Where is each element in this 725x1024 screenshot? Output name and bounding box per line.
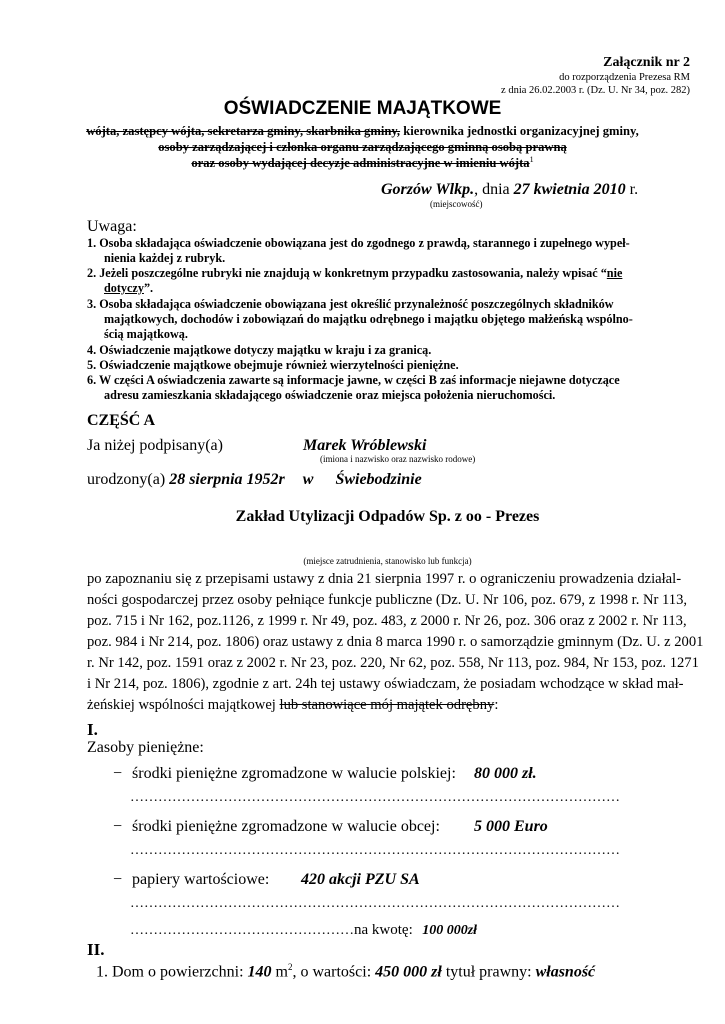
uwaga-item-2-nie: nie — [606, 266, 623, 280]
statement-line-4: poz. 984 i Nr 214, poz. 1806) oraz ustawy z dnia 8 marca 1990 r. o samorządzie gminnym (Dz. U. z 2001 — [87, 634, 704, 650]
amount-line — [130, 922, 477, 939]
dash-icon: − — [113, 765, 123, 782]
dash-icon: − — [113, 818, 123, 835]
house-unit: m — [271, 963, 288, 981]
section-a-heading: CZĘŚĆ A — [87, 412, 156, 429]
uwaga-item-2-dotyczy: dotyczy — [104, 281, 144, 295]
statement-line-6: i Nr 214, poz. 1806), zgodnie z art. 24h tej ustawy oświadczam, że posiadam wchodzące w skład mał- — [87, 676, 684, 692]
house-right: własność — [535, 963, 596, 981]
page-title: OŚWIADCZENIE MAJĄTKOWE — [223, 98, 502, 119]
employer-caption: (miejsce zatrudnienia, stanowisko lub funkcja) — [303, 556, 472, 566]
born-w: w — [302, 471, 314, 488]
uwaga-item-1-line-1: 1. Osoba składająca oświadczenie obowiązana jest do zgodnego z prawdą, starannego i zupełnego wypeł- — [87, 236, 630, 250]
securities-value: 420 akcji PZU SA — [301, 871, 420, 888]
section-1-roman: I. — [87, 720, 98, 739]
declarant-name: Marek Wróblewski — [303, 437, 427, 454]
subtitle-line-2: osoby zarządzającej i członka organu zarządzającego gminną osobą prawną — [158, 140, 567, 154]
uwaga-item-3-line-2: majątkowych, dochodów i zobowiązań do majątku odrębnego i majątku objętego małżeńską wspólno- — [104, 312, 633, 326]
date: 27 kwietnia 2010 — [513, 181, 626, 198]
pln-line — [113, 765, 456, 783]
statement-line-5: r. Nr 142, poz. 1591 oraz z 2002 r. Nr 23, poz. 220, Nr 62, poz. 558, Nr 113, poz. 984, Nr 153, poz. 1271 — [87, 655, 699, 671]
statement-last-pre: żeńskiej wspólności majątkowej — [87, 697, 280, 713]
uwaga-item-6-line-2: adresu zamieszkania składającego oświadczenie oraz miejsca położenia nieruchomości. — [104, 388, 556, 402]
house-title: tytuł prawny: — [441, 963, 536, 981]
dotline-1: …………………………………………………………………………………………… — [130, 790, 620, 805]
section-2-roman: II. — [87, 940, 105, 959]
securities-label: papiery wartościowe: — [132, 871, 270, 888]
house-value: 450 000 zł — [375, 963, 442, 981]
statement-line-7 — [87, 697, 498, 714]
statement-line-2: ności gospodarczej przez osoby pełniące funkcje publiczne (Dz. U. Nr 106, poz. 679, z 1998 r. Nr 113, — [87, 592, 688, 608]
born-line — [87, 471, 422, 489]
dotline-2: …………………………………………………………………………………………… — [130, 843, 620, 858]
employer: Zakład Utylizacji Odpadów Sp. z oo - Prezes — [235, 508, 540, 525]
annex-date: z dnia 26.02.2003 r. (Dz. U. Nr 34, poz. 282) — [501, 85, 690, 96]
subtitle-line-1 — [0, 124, 725, 139]
foreign-value: 5 000 Euro — [474, 818, 548, 835]
house-mid: , o wartości: — [292, 963, 376, 981]
undersigned-label: Ja niżej podpisany(a) — [87, 437, 223, 454]
securities-line — [113, 871, 269, 889]
statement-last-struck: lub stanowiące mój majątek odrębny — [279, 697, 495, 713]
date-sep: , dnia — [474, 181, 514, 198]
subtitle-struck: wójta, zastępcy wójta, sekretarza gminy, skarbnika gminy, — [86, 124, 401, 138]
pln-label: środki pieniężne zgromadzone w walucie polskiej: — [132, 765, 456, 782]
uwaga-item-4: 4. Oświadczenie majątkowe dotyczy majątku w kraju i za granicą. — [87, 343, 432, 357]
subtitle-line-3-text: oraz osoby wydającej decyzje administracyjne w imieniu wójta — [191, 156, 530, 171]
uwaga-item-3-line-3: ścią majątkową. — [104, 327, 188, 341]
born-place: Świebodzinie — [335, 471, 422, 488]
amount-dots: ………………………………………… — [130, 923, 354, 938]
house-line — [96, 962, 595, 981]
foreign-line — [113, 818, 440, 836]
subtitle-line-3 — [0, 155, 725, 171]
born-date: 28 sierpnia 1952r — [169, 471, 285, 488]
uwaga-item-1-line-2: nienia każdej z rubryk. — [104, 251, 226, 265]
uwaga-item-2-line-1 — [87, 266, 622, 281]
born-label: urodzony(a) — [87, 471, 166, 488]
pln-value: 80 000 zł. — [474, 765, 537, 782]
place-date — [381, 181, 638, 199]
place-caption: (miejscowość) — [430, 199, 483, 209]
name-caption: (imiona i nazwisko oraz nazwisko rodowe) — [320, 454, 476, 464]
amount-value: 100 000zł — [422, 923, 478, 938]
annex-label: Załącznik nr 2 — [603, 55, 690, 70]
uwaga-item-6-line-1: 6. W części A oświadczenia zawarte są informacje jawne, w części B zaś informacje niejawne dotyczące — [87, 373, 620, 387]
annex-regulation: do rozporządzenia Prezesa RM — [559, 72, 690, 83]
uwaga-item-2-end: ”. — [143, 281, 154, 295]
place: Gorzów Wlkp. — [381, 181, 475, 198]
dotline-3: …………………………………………………………………………………………… — [130, 896, 620, 911]
statement-line-1: po zapoznaniu się z przepisami ustawy z dnia 21 sierpnia 1997 r. o ograniczeniu prowadzenia działal- — [87, 571, 682, 587]
dash-icon: − — [113, 871, 123, 888]
footnote-marker: 1 — [529, 155, 534, 164]
foreign-label: środki pieniężne zgromadzone w walucie obcej: — [132, 818, 440, 835]
house-area: 140 — [247, 963, 272, 981]
amount-label: na kwotę: — [354, 922, 413, 938]
subtitle-rest: kierownika jednostki organizacyjnej gminy, — [400, 124, 639, 138]
date-suffix: r. — [625, 181, 639, 198]
uwaga-item-2-text: 2. Jeżeli poszczególne rubryki nie znajdują w konkretnym przypadku zastosowania, należy wpisać “ — [87, 266, 607, 280]
uwaga-item-3-line-1: 3. Osoba składająca oświadczenie obowiązana jest określić przynależność poszczególnych składników — [87, 297, 614, 311]
house-sup: 2 — [287, 962, 293, 972]
uwaga-item-2-line-2 — [104, 281, 153, 296]
statement-last-post: : — [494, 697, 499, 713]
house-pre: 1. Dom o powierzchni: — [96, 963, 248, 981]
statement-line-3: poz. 715 i Nr 162, poz.1126, z 1999 r. Nr 49, poz. 483, z 2000 r. Nr 26, poz. 306 oraz z 2002 r. Nr 113, — [87, 613, 687, 629]
uwaga-heading: Uwaga: — [87, 218, 137, 235]
uwaga-item-5: 5. Oświadczenie majątkowe obejmuje również wierzytelności pieniężne. — [87, 358, 459, 372]
section-1-title: Zasoby pieniężne: — [87, 739, 204, 756]
